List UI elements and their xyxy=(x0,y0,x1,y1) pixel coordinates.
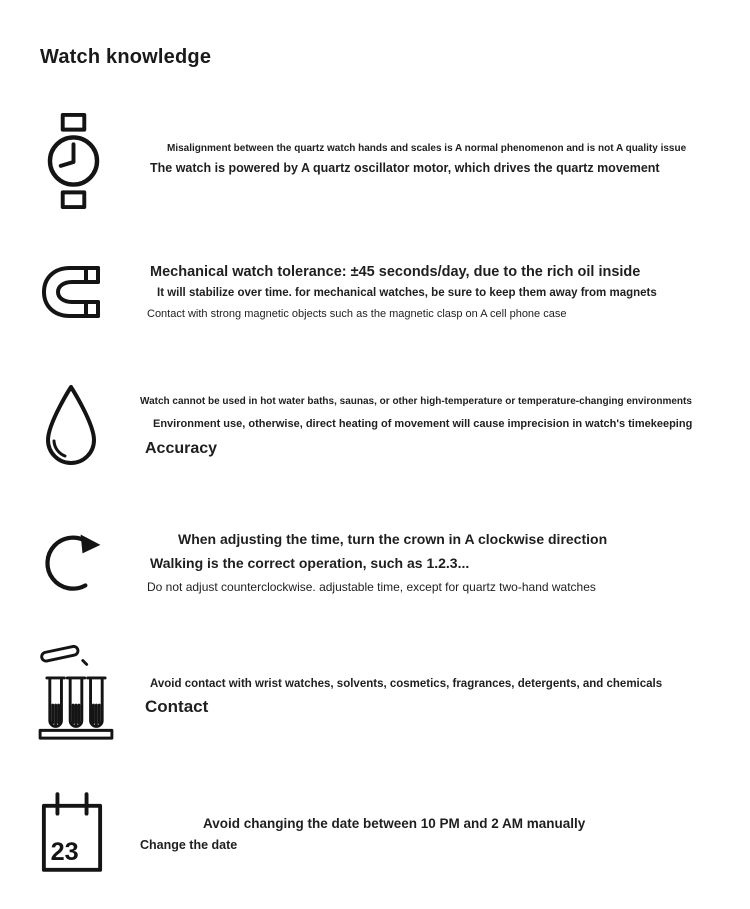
test-tubes-icon xyxy=(38,645,114,742)
page-title: Watch knowledge xyxy=(40,46,212,69)
contact-heading: Contact xyxy=(145,697,209,716)
walking-operation-text: Walking is the correct operation, such as 1.2.3... xyxy=(150,555,470,571)
counterclockwise-note-text: Do not adjust counterclockwise. adjustable time, except for quartz two-hand watches xyxy=(147,580,596,594)
accuracy-heading: Accuracy xyxy=(145,440,218,457)
environment-note-text: Environment use, otherwise, direct heating of movement will cause imprecision in watch's timekeeping xyxy=(153,418,693,430)
chemical-contact-text: Avoid contact with wrist watches, solvents, cosmetics, fragrances, detergents, and chemicals xyxy=(150,678,663,690)
calendar-icon xyxy=(40,790,104,876)
quartz-movement-text: The watch is powered by A quartz oscillator motor, which drives the quartz movement xyxy=(150,161,660,175)
magnet-icon xyxy=(40,262,104,322)
clockwise-adjust-text: When adjusting the time, turn the crown in A clockwise direction xyxy=(178,531,608,547)
wristwatch-icon xyxy=(42,112,105,210)
magnetic-contact-note-text: Contact with strong magnetic objects such as the magnetic clasp on A cell phone case xyxy=(147,308,567,320)
hot-water-warning-text: Watch cannot be used in hot water baths, saunas, or other high-temperature or temperature-changing environments xyxy=(140,396,692,407)
calendar-day-label: 23 xyxy=(50,838,79,867)
date-change-warning-text: Avoid changing the date between 10 PM and 2 AM manually xyxy=(203,816,586,831)
misalignment-note-text: Misalignment between the quartz watch hands and scales is A normal phenomenon and is not A quality issue xyxy=(167,143,687,154)
water-drop-icon xyxy=(42,383,100,468)
rotate-clockwise-icon xyxy=(40,523,108,595)
tolerance-headline-text: Mechanical watch tolerance: ±45 seconds/day, due to the rich oil inside xyxy=(150,264,641,280)
magnet-warning-text: It will stabilize over time. for mechanical watches, be sure to keep them away from magnets xyxy=(157,287,657,299)
change-date-heading: Change the date xyxy=(140,838,238,852)
